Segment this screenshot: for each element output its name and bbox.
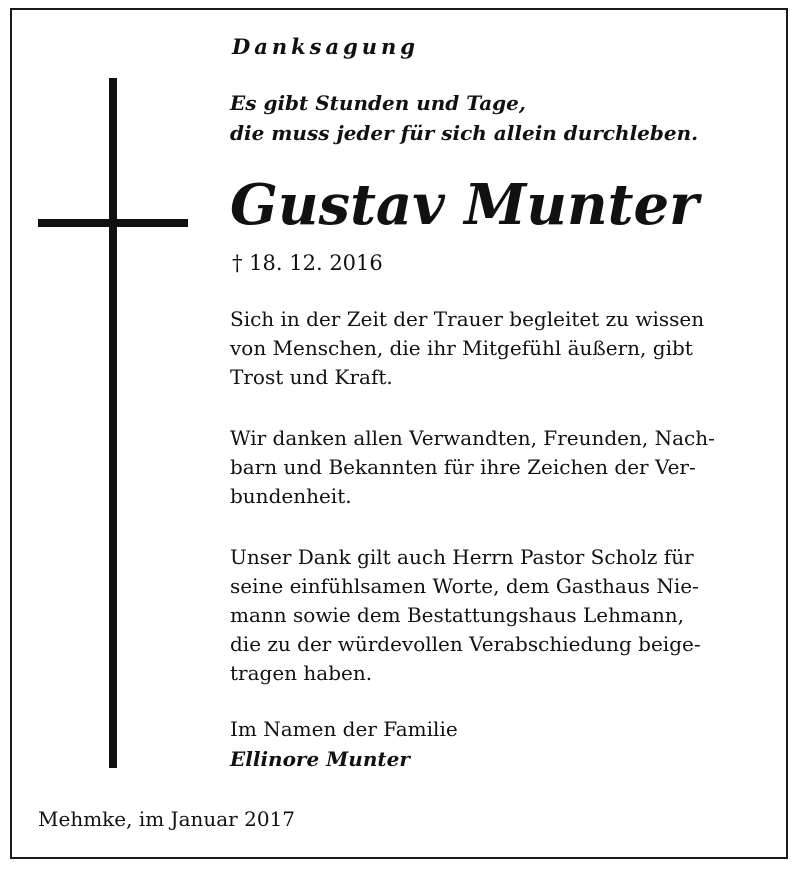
deceased-name: Gustav Munter <box>230 172 699 238</box>
paragraph-thanks <box>230 424 770 511</box>
motto <box>230 88 698 148</box>
signature-name: Ellinore Munter <box>230 747 410 771</box>
motto-line: Es gibt Stunden und Tage, <box>230 91 526 115</box>
text-line: Trost und Kraft. <box>230 365 393 389</box>
paragraph-comfort <box>230 305 770 392</box>
cross-horizontal-bar <box>38 219 188 227</box>
text-line: Wir danken allen Verwandten, Freunden, Nach- <box>230 426 715 450</box>
signature-intro: Im Namen der Familie <box>230 717 458 741</box>
text-line: seine einfühlsamen Worte, dem Gasthaus Nie- <box>230 574 699 598</box>
text-line: barn und Bekannten für ihre Zeichen der Ver- <box>230 455 696 479</box>
place-date: Mehmke, im Januar 2017 <box>38 807 295 831</box>
text-line: bundenheit. <box>230 484 352 508</box>
text-line: Unser Dank gilt auch Herrn Pastor Scholz für <box>230 545 694 569</box>
text-line: mann sowie dem Bestattungshaus Lehmann, <box>230 603 684 627</box>
motto-line: die muss jeder für sich allein durchleben. <box>230 121 699 145</box>
paragraph-special-thanks <box>230 543 770 688</box>
text-line: tragen haben. <box>230 661 373 685</box>
cross-vertical-bar <box>109 78 117 768</box>
text-line: von Menschen, die ihr Mitgefühl äußern, gibt <box>230 336 693 360</box>
notice-heading: Danksagung <box>232 34 419 59</box>
text-line: Sich in der Zeit der Trauer begleitet zu wissen <box>230 307 705 331</box>
text-line: die zu der würdevollen Verabschiedung beige- <box>230 632 701 656</box>
death-date: † 18. 12. 2016 <box>232 251 383 275</box>
